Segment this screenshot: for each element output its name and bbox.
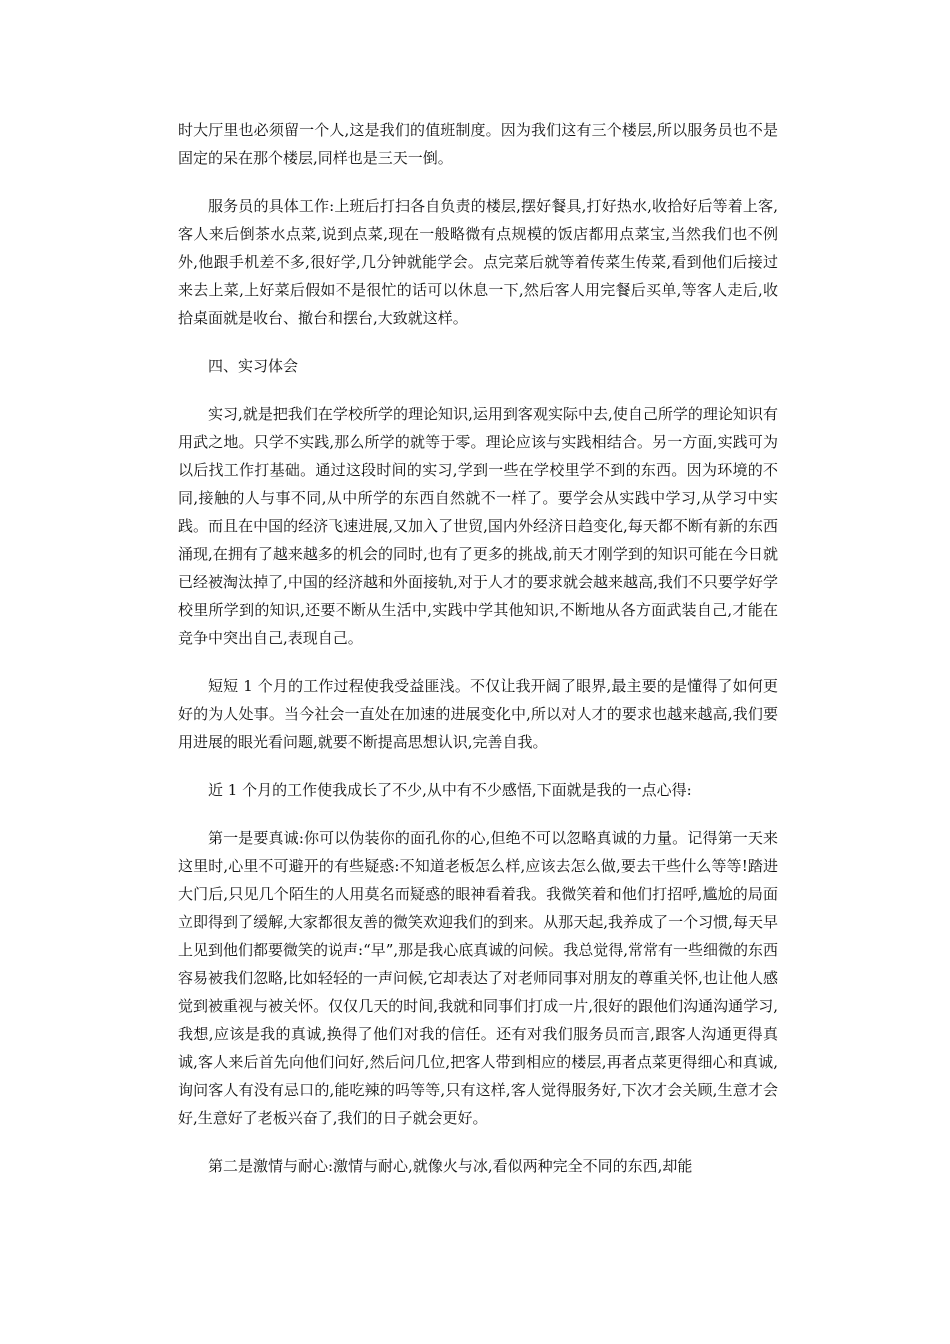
paragraph-waiter-duties: 服务员的具体工作:上班后打扫各自负责的楼层,摆好餐具,打好热水,收拾好后等着上客,客人来后倒茶水点菜,说到点菜,现在一般略微有点规模的饭店都用点菜宝,当然我们也不例外,他跟手机差不多,很好学,几分钟就能学会。点完菜后就等着传菜生传菜,看到他们后接过来去上菜,上好菜后假如不是很忙的话可以休息一下,然后客人用完餐后买单,等客人走后,收拾桌面就是收台、撤台和摆台,大致就这样。 (178, 197, 778, 327)
paragraph-duty-system: 时大厅里也必须留一个人,这是我们的值班制度。因为我们这有三个楼层,所以服务员也不是固定的呆在那个楼层,同样也是三天一倒。 (178, 121, 778, 167)
paragraph-insights-intro: 近 1 个月的工作使我成长了不少,从中有不少感悟,下面就是我的一点心得: (208, 781, 692, 799)
document-page (178, 116, 778, 1200)
paragraph-internship-meaning: 实习,就是把我们在学校所学的理论知识,运用到客观实际中去,使自己所学的理论知识有用武之地。只学不实践,那么所学的就等于零。理论应该与实践相结合。另一方面,实践可为以后找工作打基础。通过这段时间的实习,学到一些在学校里学不到的东西。因为环境的不同,接触的人与事不同,从中所学的东西自然就不一样了。要学会从实践中学习,从学习中实践。而且在中国的经济飞速进展,又加入了世贸,国内外经济日趋变化,每天都不断有新的东西涌现,在拥有了越来越多的机会的同时,也有了更多的挑战,前天才刚学到的知识可能在今日就已经被淘汰掉了,中国的经济越和外面接轨,对于人才的要求就会越来越高,我们不只要学好学校里所学到的知识,还要不断从生活中,实践中学其他知识,不断地从各方面武装自己,才能在竞争中突出自己,表现自己。 (178, 405, 778, 647)
paragraph-passion-patience: 第二是激情与耐心:激情与耐心,就像火与冰,看似两种完全不同的东西,却能 (208, 1157, 693, 1175)
paragraph-one-month-benefits: 短短 1 个月的工作过程使我受益匪浅。不仅让我开阔了眼界,最主要的是懂得了如何更好的为人处事。当今社会一直处在加速的进展变化中,所以对人才的要求也越来越高,我们要用进展的眼光看问题,就要不断提高思想认识,完善自我。 (178, 677, 778, 751)
section-heading-internship-reflection: 四、实习体会 (208, 357, 299, 375)
paragraph-sincerity: 第一是要真诚:你可以伪装你的面孔你的心,但绝不可以忽略真诚的力量。记得第一天来这里时,心里不可避开的有些疑惑:不知道老板怎么样,应该去怎么做,要去干些什么等等!踏进大门后,只见几个陌生的人用莫名而疑惑的眼神看着我。我微笑着和他们打招呼,尴尬的局面立即得到了缓解,大家都很友善的微笑欢迎我们的到来。从那天起,我养成了一个习惯,每天早上见到他们都要微笑的说声:“早”,那是我心底真诚的问候。我总觉得,常常有一些细微的东西容易被我们忽略,比如轻轻的一声问候,它却表达了对老师同事对朋友的尊重关怀,也让他人感觉到被重视与被关怀。仅仅几天的时间,我就和同事们打成一片,很好的跟他们沟通沟通学习,我想,应该是我的真诚,换得了他们对我的信任。还有对我们服务员而言,跟客人沟通更得真诚,客人来后首先向他们问好,然后问几位,把客人带到相应的楼层,再者点菜更得细心和真诚,询问客人有没有忌口的,能吃辣的吗等等,只有这样,客人觉得服务好,下次才会关顾,生意才会好,生意好了老板兴奋了,我们的日子就会更好。 (178, 829, 778, 1127)
